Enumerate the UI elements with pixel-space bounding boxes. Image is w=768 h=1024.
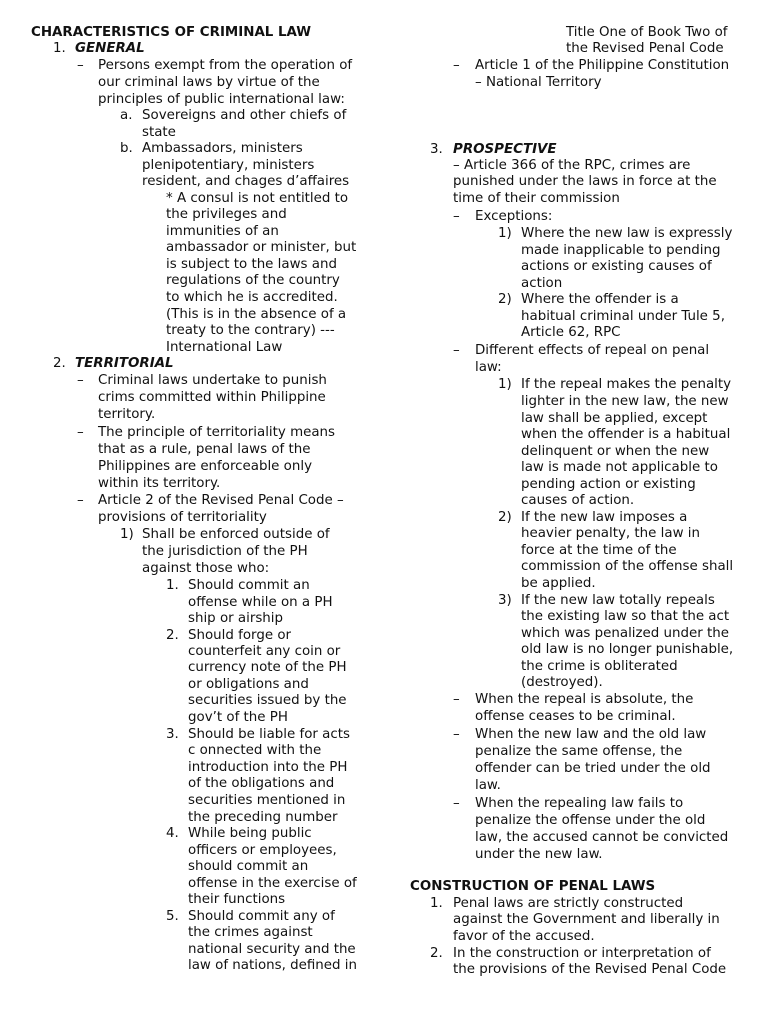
text-line: law, the accused cannot be convicted	[475, 830, 729, 845]
text-line: 2.	[53, 356, 66, 371]
text-line: law is made not applicable to	[521, 460, 718, 475]
text-line: 2)	[498, 292, 512, 307]
text-line: c onnected with the	[188, 743, 322, 758]
text-line: 1.	[430, 896, 443, 911]
text-line: penalize the offense under the old	[475, 813, 706, 828]
text-line: The principle of territoriality means	[98, 425, 336, 440]
text-line: to which he is accredited.	[166, 290, 338, 305]
text-line: When the repeal is absolute, the	[475, 692, 694, 707]
text-line: or obligations and	[188, 677, 309, 692]
text-line: a.	[120, 108, 133, 123]
text-line: that as a rule, penal laws of the	[98, 442, 311, 457]
text-line: against those who:	[142, 561, 270, 576]
text-line: b.	[120, 141, 133, 156]
text-line: Where the new law is expressly	[521, 226, 733, 241]
text-line: CHARACTERISTICS OF CRIMINAL LAW	[31, 25, 312, 40]
text-line: Where the offender is a	[521, 292, 679, 307]
text-line: If the new law imposes a	[521, 510, 688, 525]
text-line: their functions	[188, 892, 286, 907]
text-line: counterfeit any coin or	[188, 644, 341, 659]
text-line: currency note of the PH	[188, 660, 347, 675]
text-line: Shall be enforced outside of	[142, 527, 330, 542]
text-line: which was penalized under the	[521, 626, 729, 641]
text-line: 3.	[430, 142, 443, 157]
text-line: the preceding number	[188, 810, 338, 825]
text-line: CONSTRUCTION OF PENAL LAWS	[410, 879, 656, 894]
text-line: –	[453, 343, 460, 358]
text-line: against the Government and liberally in	[453, 912, 720, 927]
text-line: immunities of an	[166, 224, 279, 239]
text-line: 1.	[53, 41, 66, 56]
text-line: –	[77, 493, 84, 508]
text-line: 1)	[498, 226, 512, 241]
text-line: under the new law.	[475, 847, 603, 862]
text-line: 1)	[498, 377, 512, 392]
text-line: territory.	[98, 407, 156, 422]
text-line: Penal laws are strictly constructed	[453, 896, 684, 911]
text-line: While being public	[188, 826, 312, 841]
text-line: Article 2 of the Revised Penal Code –	[98, 493, 344, 508]
text-line: 1.	[166, 578, 179, 593]
text-line: Criminal laws undertake to punish	[98, 373, 327, 388]
text-line: –	[453, 727, 460, 742]
text-line: heavier penalty, the law in	[521, 526, 700, 541]
text-line: If the new law totally repeals	[521, 593, 715, 608]
text-line: – National Territory	[475, 75, 602, 90]
text-line: Persons exempt from the operation of	[98, 58, 353, 73]
text-line: offense while on a PH	[188, 595, 333, 610]
text-line: plenipotentiary, ministers	[142, 158, 315, 173]
text-line: national security and the	[188, 942, 356, 957]
text-line: of the obligations and	[188, 776, 335, 791]
text-line: law.	[475, 778, 501, 793]
text-line: GENERAL	[75, 41, 145, 56]
text-line: 5.	[166, 909, 179, 924]
text-line: 4.	[166, 826, 179, 841]
text-line: the provisions of the Revised Penal Code	[453, 962, 727, 977]
text-line: securities mentioned in	[188, 793, 346, 808]
text-line: Sovereigns and other chiefs of	[142, 108, 347, 123]
text-line: is subject to the laws and	[166, 257, 337, 272]
text-line: ambassador or minister, but	[166, 240, 357, 255]
text-line: * A consul is not entitled to	[166, 191, 349, 206]
text-line: law:	[475, 360, 502, 375]
text-line: punished under the laws in force at the	[453, 174, 717, 189]
text-line: offense ceases to be criminal.	[475, 709, 676, 724]
text-line: the Revised Penal Code	[566, 41, 724, 56]
text-line: TERRITORIAL	[75, 356, 174, 371]
text-line: habitual criminal under Tule 5,	[521, 309, 725, 324]
text-line: the privileges and	[166, 207, 287, 222]
text-line: –	[77, 425, 84, 440]
text-line: –	[453, 209, 460, 224]
text-line: lighter in the new law, the new	[521, 394, 729, 409]
text-line: penalize the same offense, the	[475, 744, 683, 759]
text-line: Should be liable for acts	[188, 727, 350, 742]
text-line: –	[453, 692, 460, 707]
text-line: regulations of the country	[166, 273, 340, 288]
text-line: the crimes against	[188, 925, 313, 940]
text-line: Ambassadors, ministers	[142, 141, 303, 156]
text-line: crims committed within Philippine	[98, 390, 326, 405]
text-line: –	[77, 58, 84, 73]
text-line: law of nations, defined in	[188, 958, 357, 973]
text-line: should commit an	[188, 859, 309, 874]
text-line: In the construction or interpretation of	[453, 946, 711, 961]
text-line: state	[142, 125, 176, 140]
text-line: within its territory.	[98, 476, 221, 491]
text-line: PROSPECTIVE	[453, 142, 557, 157]
text-line: actions or existing causes of	[521, 259, 712, 274]
text-line: introduction into the PH	[188, 760, 348, 775]
text-line: resident, and chages d’affaires	[142, 174, 350, 189]
text-line: force at the time of the	[521, 543, 677, 558]
text-line: officers or employees,	[188, 843, 337, 858]
text-line: (destroyed).	[521, 675, 603, 690]
text-line: delinquent or when the new	[521, 444, 710, 459]
text-line: law shall be applied, except	[521, 411, 708, 426]
text-line: Article 1 of the Philippine Constitution	[475, 58, 730, 73]
text-line: be applied.	[521, 576, 596, 591]
text-line: the crime is obliterated	[521, 659, 678, 674]
text-line: ship or airship	[188, 611, 284, 626]
text-line: gov’t of the PH	[188, 710, 288, 725]
text-line: Exceptions:	[475, 209, 553, 224]
text-line: favor of the accused.	[453, 929, 595, 944]
text-line: Should forge or	[188, 628, 292, 643]
text-line: –	[453, 58, 460, 73]
text-line: Title One of Book Two of	[566, 25, 728, 40]
text-line: treaty to the contrary) ---	[166, 323, 335, 338]
text-line: Philippines are enforceable only	[98, 459, 313, 474]
text-line: the jurisdiction of the PH	[142, 544, 308, 559]
text-line: our criminal laws by virtue of the	[98, 75, 320, 90]
text-line: (This is in the absence of a	[166, 307, 347, 322]
text-line: –	[453, 796, 460, 811]
text-line: commission of the offense shall	[521, 559, 734, 574]
text-line: securities issued by the	[188, 693, 347, 708]
text-line: 3.	[166, 727, 179, 742]
text-line: offense in the exercise of	[188, 876, 357, 891]
text-line: principles of public international law:	[98, 92, 345, 107]
text-line: 1)	[120, 527, 134, 542]
text-line: old law is no longer punishable,	[521, 642, 734, 657]
text-line: When the new law and the old law	[475, 727, 707, 742]
text-line: International Law	[166, 340, 283, 355]
text-line: time of their commission	[453, 191, 620, 206]
text-line: offender can be tried under the old	[475, 761, 711, 776]
text-line: action	[521, 276, 563, 291]
text-line: when the offender is a habitual	[521, 427, 731, 442]
text-line: 2)	[498, 510, 512, 525]
text-line: – Article 366 of the RPC, crimes are	[453, 158, 691, 173]
text-line: causes of action.	[521, 493, 635, 508]
text-line: 2.	[430, 946, 443, 961]
text-line: –	[77, 373, 84, 388]
text-line: Should commit any of	[188, 909, 335, 924]
text-line: provisions of territoriality	[98, 510, 267, 525]
text-line: If the repeal makes the penalty	[521, 377, 732, 392]
text-line: Different effects of repeal on penal	[475, 343, 710, 358]
text-line: Article 62, RPC	[521, 325, 621, 340]
text-line: Should commit an	[188, 578, 310, 593]
text-line: 2.	[166, 628, 179, 643]
text-line: When the repealing law fails to	[475, 796, 684, 811]
text-line: pending action or existing	[521, 477, 696, 492]
text-line: the existing law so that the act	[521, 609, 730, 624]
text-line: made inapplicable to pending	[521, 243, 721, 258]
text-line: 3)	[498, 593, 512, 608]
